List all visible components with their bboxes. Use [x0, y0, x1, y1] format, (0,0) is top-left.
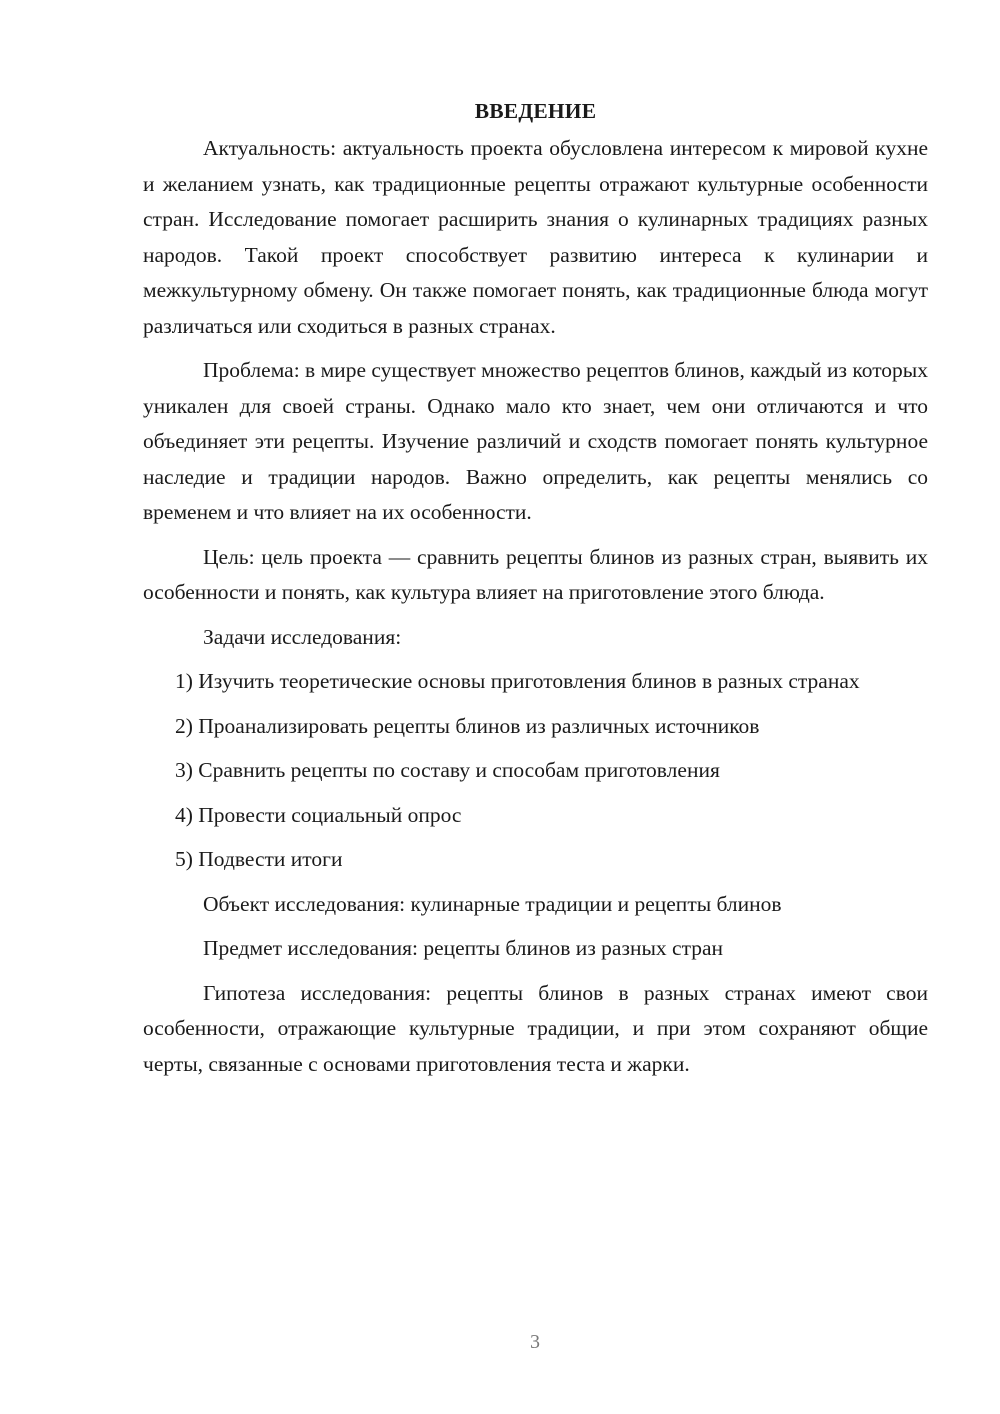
research-subject: Предмет исследования: рецепты блинов из разных стран: [203, 936, 724, 960]
tasks-heading: Задачи исследования:: [203, 624, 402, 649]
task-item: 4) Провести социальный опрос: [175, 802, 462, 827]
relevance-paragraph: Актуальность: актуальность проекта обусловлена интересом к мировой кухне и желанием узнать, как традиционные рецепты отражают культурные особенности стран. Исследование помогает расширить знания о кулинарных традициях разных народов. Такой проект способствует развитию интереса к кулинарии и межкультурному обмену. Он также помогает понять, как традиционные блюда могут различаться или сходиться в разных странах.: [143, 136, 928, 338]
task-item: 3) Сравнить рецепты по составу и способам приготовления: [175, 758, 720, 782]
task-item: 1) Изучить теоретические основы приготовления блинов в разных странах: [175, 669, 860, 693]
problem-paragraph: Проблема: в мире существует множество рецептов блинов, каждый из которых уникален для своей страны. Однако мало кто знает, чем они отличаются и что объединяет эти рецепты. Изучение различий и сходств помогает понять культурное наследие и традиции народов. Важно определить, как рецепты менялись со временем и что влияет на их особенности.: [143, 358, 928, 524]
task-item: 5) Подвести итоги: [175, 847, 343, 871]
research-hypothesis: Гипотеза исследования: рецепты блинов в разных странах имеют свои особенности, отражающие культурные традиции, и при этом сохраняют общие черты, связанные с основами приготовления теста и жарки.: [143, 980, 928, 1076]
section-heading: ВВЕДЕНИЕ: [474, 99, 597, 123]
goal-paragraph: Цель: цель проекта — сравнить рецепты блинов из разных стран, выявить их особенности и понять, как культура влияет на приготовление этого блюда.: [143, 544, 928, 604]
task-item: 2) Проанализировать рецепты блинов из различных источников: [175, 713, 760, 738]
page-content: [143, 96, 928, 1091]
research-object: Объект исследования: кулинарные традиции и рецепты блинов: [203, 891, 782, 916]
page-number: 3: [530, 1331, 540, 1353]
